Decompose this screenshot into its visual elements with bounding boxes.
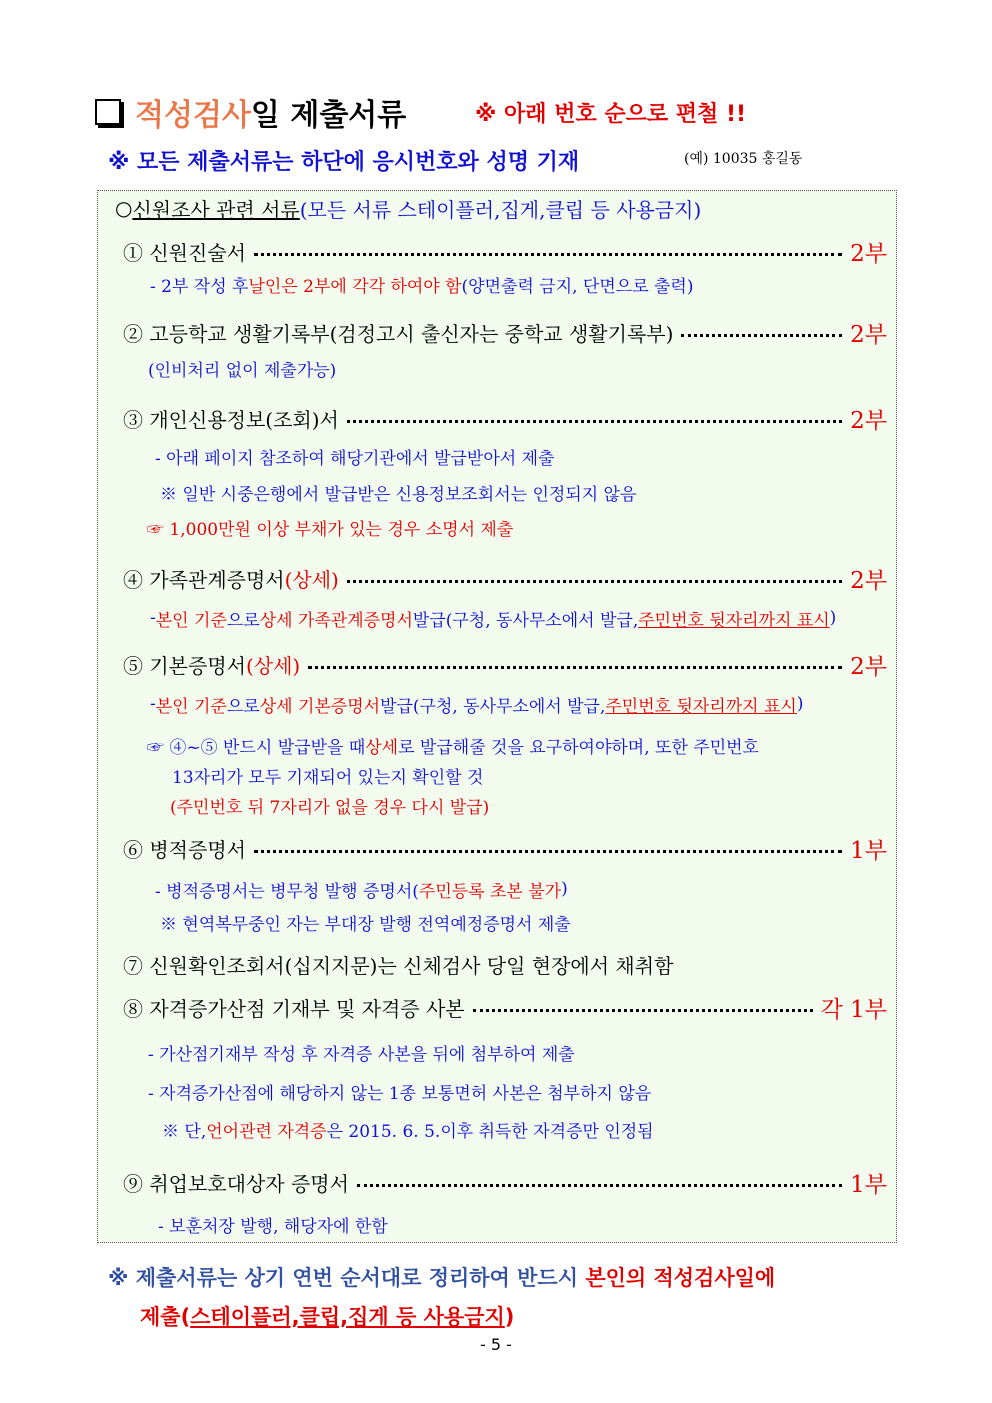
text-segment: (모든 서류 스테이플러,집게,클립 등 사용금지) xyxy=(299,197,702,222)
item-note xyxy=(150,269,694,299)
document-item xyxy=(123,949,673,979)
footer-emphasis: 본인의 적성검사일에 xyxy=(585,1266,776,1290)
text-segment: 주민등록 초본 불가 xyxy=(418,881,562,902)
item-note xyxy=(162,1114,654,1144)
footer-line-2 xyxy=(140,1301,514,1331)
copy-count: 2부 xyxy=(850,240,887,267)
item-note xyxy=(155,874,568,904)
text-segment: - 보훈처장 발행, 해당자에 한함 xyxy=(158,1216,388,1237)
document-item xyxy=(123,236,887,266)
text-segment: (주민번호 뒤 7자리가 없을 경우 다시 발급) xyxy=(170,797,490,818)
text-segment: - xyxy=(150,694,156,714)
text-segment: 으로 xyxy=(226,610,260,631)
document-item xyxy=(123,403,887,433)
dot-leader xyxy=(254,850,842,853)
item-note xyxy=(158,1209,388,1239)
dot-leader xyxy=(308,666,842,669)
copy-count: 각 1부 xyxy=(820,996,887,1023)
document-item xyxy=(123,992,887,1022)
item-note xyxy=(148,1076,651,1106)
text-segment: 상세 가족관계증명서 xyxy=(259,610,413,631)
item-note xyxy=(148,353,336,383)
footer-prohibition: 스테이플러,클립,집게 등 사용금지 xyxy=(190,1305,505,1329)
text-segment: ⑥ 병적증명서 xyxy=(123,837,246,862)
text-segment: ) xyxy=(796,694,804,714)
text-segment: ⑤ 기본증명서 xyxy=(123,653,246,678)
text-segment: 신원조사 관련 서류 xyxy=(132,197,300,222)
document-item xyxy=(123,1167,887,1197)
item-note xyxy=(147,730,759,760)
text-segment: ① 신원진술서 xyxy=(123,240,246,265)
subtitle: ※ 모든 제출서류는 하단에 응시번호와 성명 기재 xyxy=(108,150,580,175)
text-segment: 은 2015. 6. 5.이후 취득한 자격증만 인정됨 xyxy=(326,1121,654,1142)
text-segment: 본인 기준 xyxy=(155,610,227,631)
document-item xyxy=(123,833,887,863)
text-segment: (인비처리 없이 제출가능) xyxy=(148,360,337,381)
square-checkbox-icon xyxy=(95,99,121,125)
text-segment: 언어관련 자격증 xyxy=(206,1121,327,1142)
text-segment: (상세) xyxy=(284,567,339,592)
title-highlight: 적성검사 xyxy=(135,98,251,133)
copy-count: 1부 xyxy=(850,837,887,864)
item-note xyxy=(148,1037,575,1067)
text-segment: ※ 일반 시중은행에서 발급받은 신용정보조회서는 인정되지 않음 xyxy=(160,484,637,505)
copy-count: 2부 xyxy=(850,653,887,680)
document-item xyxy=(123,563,887,593)
footer-submit: 제출( xyxy=(140,1305,191,1329)
text-segment: ☞ 1,000만원 이상 부채가 있는 경우 소명서 제출 xyxy=(147,519,514,540)
text-segment: - 아래 페이지 참조하여 해당기관에서 발급받아서 제출 xyxy=(155,448,555,469)
text-segment: - 가산점기재부 작성 후 자격증 사본을 뒤에 첨부하여 제출 xyxy=(148,1044,575,1065)
text-segment: ※ 현역복무중인 자는 부대장 발행 전역예정증명서 제출 xyxy=(160,914,571,935)
footer-line-1 xyxy=(108,1262,775,1292)
page-number: - 5 - xyxy=(480,1335,512,1354)
text-segment: ☞ ④~⑤ 반드시 발급받을 때 xyxy=(147,737,366,758)
text-segment: 본인 기준 xyxy=(155,696,227,717)
text-segment: ⑦ 신원확인조회서(십지지문)는 신체검사 당일 현장에서 채취함 xyxy=(123,953,674,978)
item-note xyxy=(172,760,483,790)
text-segment: 날인은 2부에 각각 하여야 함 xyxy=(248,276,462,297)
text-segment: ※ 단, xyxy=(162,1121,207,1142)
text-segment: - 자격증가산점에 해당하지 않는 1종 보통면허 사본은 첨부하지 않음 xyxy=(148,1083,652,1104)
text-segment: 으로 xyxy=(226,696,260,717)
text-segment: ) xyxy=(561,879,568,899)
footer-close: ) xyxy=(504,1305,515,1329)
item-note xyxy=(170,790,489,820)
document-item xyxy=(123,317,887,347)
text-segment: ② 고등학교 생활기록부(검정고시 출신자는 중학교 생활기록부) xyxy=(123,321,674,346)
text-segment: 주민번호 뒷자리까지 표시 xyxy=(605,696,797,717)
text-segment: 상세 xyxy=(365,737,399,758)
example-label: (예) 10035 홍길동 xyxy=(684,151,803,167)
text-segment: 발급(구청, 동사무소에서 발급, xyxy=(380,696,606,717)
item-note xyxy=(150,689,803,719)
text-segment: ⑧ 자격증가산점 기재부 및 자격증 사본 xyxy=(123,996,465,1021)
text-segment: - 병적증명서는 병무청 발행 증명서( xyxy=(155,881,419,902)
text-segment: - xyxy=(150,608,156,628)
item-note xyxy=(160,907,571,937)
item-note xyxy=(150,603,836,633)
title-rest: 일 제출서류 xyxy=(250,98,407,133)
dot-leader xyxy=(681,334,842,337)
order-note: ※ 아래 번호 순으로 편철 !! xyxy=(475,102,747,127)
text-segment: 상세 기본증명서 xyxy=(259,696,381,717)
page-title xyxy=(95,90,406,134)
text-segment: ⑨ 취업보호대상자 증명서 xyxy=(123,1171,349,1196)
text-segment: ④ 가족관계증명서 xyxy=(123,567,285,592)
text-segment: (양면출력 금지, 단면으로 출력) xyxy=(461,276,694,297)
dot-leader xyxy=(347,580,842,583)
text-segment: 13자리가 모두 기재되어 있는지 확인할 것 xyxy=(172,767,484,788)
item-note xyxy=(160,477,636,507)
copy-count: 2부 xyxy=(850,407,887,434)
text-segment: - 2부 작성 후 xyxy=(150,276,249,297)
dot-leader xyxy=(254,253,842,256)
dot-leader xyxy=(347,420,842,423)
dot-leader xyxy=(357,1184,842,1187)
text-segment: 로 발급해줄 것을 요구하여야하며, 또한 주민번호 xyxy=(398,737,759,758)
text-segment: 발급(구청, 동사무소에서 발급, xyxy=(412,610,639,631)
copy-count: 1부 xyxy=(850,1171,887,1198)
text-segment: ○ xyxy=(115,196,133,220)
dot-leader xyxy=(473,1009,813,1012)
copy-count: 2부 xyxy=(850,567,887,594)
text-segment: ) xyxy=(829,608,837,628)
footer-note: ※ 제출서류는 상기 연번 순서대로 정리하여 반드시 xyxy=(108,1266,586,1290)
copy-count: 2부 xyxy=(850,321,887,348)
document-item xyxy=(123,649,887,679)
document-item xyxy=(115,193,701,223)
item-note xyxy=(147,512,513,542)
item-note xyxy=(155,441,554,471)
text-segment: ③ 개인신용정보(조회)서 xyxy=(123,407,339,432)
text-segment: 주민번호 뒷자리까지 표시 xyxy=(638,610,830,631)
text-segment: (상세) xyxy=(245,653,301,678)
